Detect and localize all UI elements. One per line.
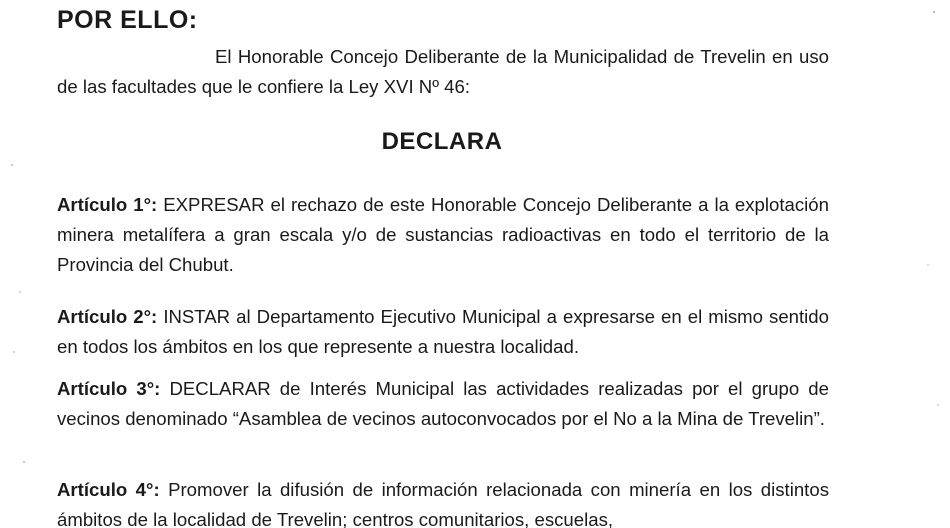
declaration-title: DECLARA bbox=[381, 128, 503, 155]
article-3 bbox=[57, 374, 829, 434]
article-label: Artículo 4°: bbox=[57, 479, 160, 500]
article-1 bbox=[57, 190, 829, 280]
article-label: Artículo 3°: bbox=[57, 378, 161, 399]
article-label: Artículo 1°: bbox=[57, 194, 158, 215]
article-text: EXPRESAR el rechazo de este Honorable Concejo Deliberante a la explotación minera metalífera a gran escala y/o de sustancias radioactivas en todo el territorio de la Provincia del Chubut. bbox=[57, 194, 829, 275]
article-text: INSTAR al Departamento Ejecutivo Municipal a expresarse en el mismo sentido en todos los ámbitos en los que represente a nuestra localidad. bbox=[57, 306, 829, 357]
article-label: Artículo 2°: bbox=[57, 306, 158, 327]
article-text: Promover la difusión de información relacionada con minería en los distintos ámbitos de la localidad de Trevelin; centros comunitarios, escuelas, bbox=[57, 479, 829, 528]
article-2 bbox=[57, 302, 829, 362]
intro-paragraph bbox=[57, 42, 829, 102]
section-heading: POR ELLO: bbox=[57, 6, 198, 34]
article-text: DECLARAR de Interés Municipal las actividades realizadas por el grupo de vecinos denominado “Asamblea de vecinos autoconvocados por el No a la Mina de Trevelin”. bbox=[57, 378, 829, 429]
intro-text: El Honorable Concejo Deliberante de la Municipalidad de Trevelin en uso de las facultades que le confiere la Ley XVI Nº 46: bbox=[57, 46, 829, 97]
article-4 bbox=[57, 475, 829, 528]
